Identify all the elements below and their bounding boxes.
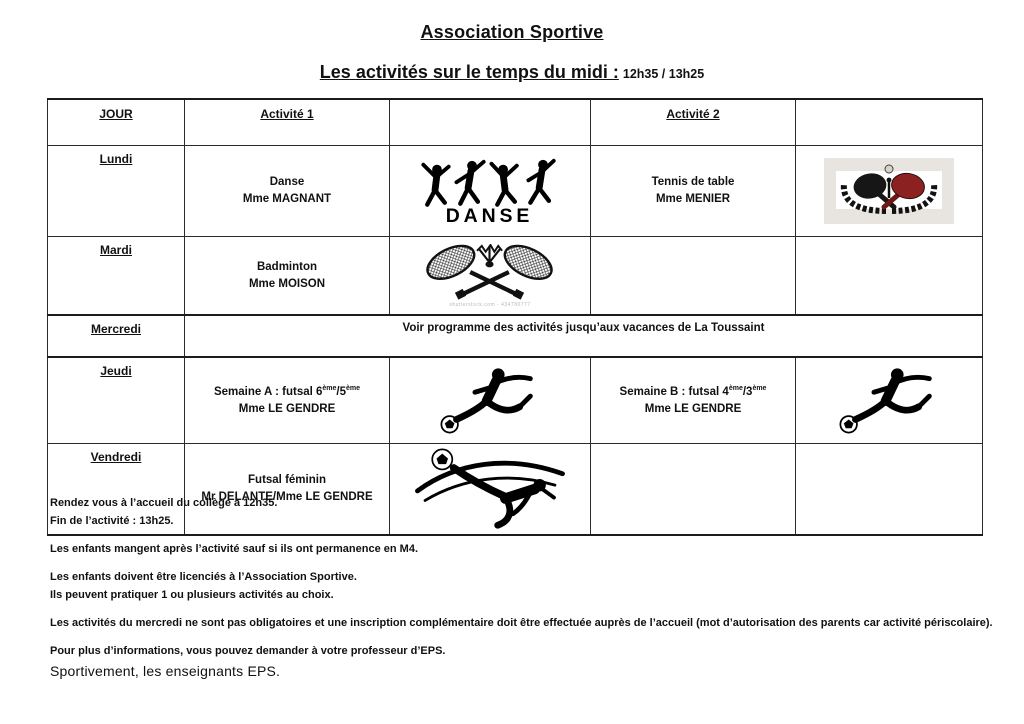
- day-cell-jeudi: [48, 357, 185, 444]
- title-block: [0, 22, 1024, 43]
- table-row-mercredi: [48, 315, 983, 357]
- jeudi-activity1-image-cell: [390, 357, 591, 444]
- jeudi-activity1-teacher: Mme LE GENDRE: [238, 402, 336, 415]
- lundi-activity1-image-cell: [390, 146, 591, 237]
- lundi-activity1-cell: [185, 146, 390, 237]
- header-cell-activite1: [185, 99, 390, 146]
- badminton-image-watermark: shutterstock.com - 434780777: [449, 301, 531, 308]
- note-choix-activites: Ils peuvent pratiquer 1 ou plusieurs activités au choix.: [50, 589, 334, 601]
- header-activite2-label: Activité 2: [666, 107, 720, 121]
- jeudi-act2-sup1: ème: [728, 384, 743, 392]
- header-activite1-label: Activité 1: [260, 107, 314, 121]
- mardi-activity1-teacher: Mme MOISON: [248, 277, 326, 290]
- mercredi-note-cell: [185, 315, 983, 357]
- lundi-activity2-teacher: Mme MENIER: [655, 193, 731, 205]
- table-tennis-logo: [824, 158, 954, 224]
- day-cell-mercredi: [48, 315, 185, 357]
- jeudi-act1-sup2: ème: [346, 384, 361, 392]
- jeudi-activity1-name: [185, 384, 389, 401]
- futsal-player-kicking-clipart: [434, 366, 546, 436]
- day-cell-lundi: [48, 146, 185, 237]
- table-row-mardi: [48, 237, 983, 316]
- table-header-row: [48, 99, 983, 146]
- jeudi-activity2-teacher: Mme LE GENDRE: [644, 402, 742, 415]
- note-rendezvous: Rendez vous à l’accueil du collège à 12h35.: [50, 497, 278, 509]
- jeudi-activity2-image-cell: [796, 357, 983, 444]
- table-row-lundi: [48, 146, 983, 237]
- badminton-rackets-clipart: [400, 244, 580, 302]
- day-cell-mardi: [48, 237, 185, 316]
- table-row-jeudi: [48, 357, 983, 444]
- day-label-vendredi: Vendredi: [90, 450, 142, 464]
- header-cell-activite2: [591, 99, 796, 146]
- danse-clipart: [400, 156, 580, 226]
- mardi-activity1-name: Badminton: [256, 260, 318, 273]
- vendredi-activity1-teacher: Mr DELANTE/Mme LE GENDRE: [201, 491, 373, 503]
- page-subtitle: Les activités sur le temps du midi :: [319, 62, 619, 82]
- header-jour-label: JOUR: [99, 107, 133, 121]
- mercredi-note-text: Voir programme des activités jusqu’aux vacances de La Toussaint: [402, 322, 765, 334]
- jeudi-activity2-cell: [591, 357, 796, 444]
- jeudi-act1-mid: /5: [336, 385, 347, 398]
- footer-notes: [50, 494, 1000, 680]
- jeudi-act1-sup1: ème: [322, 384, 337, 392]
- activities-schedule-table: [47, 98, 983, 536]
- day-label-lundi: Lundi: [99, 152, 133, 166]
- note-repas: Les enfants mangent après l’activité sauf si ils ont permanence en M4.: [50, 543, 419, 555]
- header-cell-empty-1: [390, 99, 591, 146]
- jeudi-activity1-cell: [185, 357, 390, 444]
- jeudi-act2-text: Semaine B : futsal 4: [619, 385, 729, 398]
- mardi-activity1-cell: [185, 237, 390, 316]
- signature-line: Sportivement, les enseignants EPS.: [50, 663, 281, 679]
- day-label-jeudi: Jeudi: [100, 364, 132, 378]
- lundi-activity1-teacher: Mme MAGNANT: [242, 193, 332, 205]
- mardi-activity1-image-cell: [390, 237, 591, 316]
- page-title: Association Sportive: [420, 22, 604, 42]
- danse-caption-text: DANSE: [445, 205, 534, 226]
- mardi-activity2-cell: [591, 237, 796, 316]
- lundi-activity2-cell: [591, 146, 796, 237]
- subtitle-block: [0, 62, 1024, 83]
- jeudi-act1-text: Semaine A : futsal 6: [213, 385, 323, 398]
- futsal-player-kicking-clipart: [833, 366, 945, 436]
- header-cell-empty-2: [796, 99, 983, 146]
- lundi-activity2-image-cell: [796, 146, 983, 237]
- lundi-activity1-name: Danse: [269, 176, 305, 188]
- note-licence: Les enfants doivent être licenciés à l’Association Sportive.: [50, 571, 357, 583]
- vendredi-activity1-name: Futsal féminin: [248, 474, 326, 486]
- day-label-mercredi: Mercredi: [90, 322, 142, 336]
- lundi-activity2-name: Tennis de table: [651, 176, 735, 188]
- subtitle-time-range: 12h35 / 13h25: [622, 67, 705, 81]
- note-mercredi-inscription: Les activités du mercredi ne sont pas obligatoires et une inscription complémentaire doit être effectuée auprès de l’accueil (mot d’autorisation des parents car activité périscolaire).: [50, 617, 993, 629]
- jeudi-act2-sup2: ème: [752, 384, 767, 392]
- jeudi-activity2-name: [591, 384, 795, 401]
- note-informations: Pour plus d’informations, vous pouvez demander à votre professeur d’EPS.: [50, 645, 446, 657]
- header-cell-jour: [48, 99, 185, 146]
- day-label-mardi: Mardi: [99, 243, 132, 257]
- mardi-activity2-image-cell: [796, 237, 983, 316]
- jeudi-act2-mid: /3: [742, 385, 753, 398]
- note-fin-activite: Fin de l’activité : 13h25.: [50, 515, 174, 527]
